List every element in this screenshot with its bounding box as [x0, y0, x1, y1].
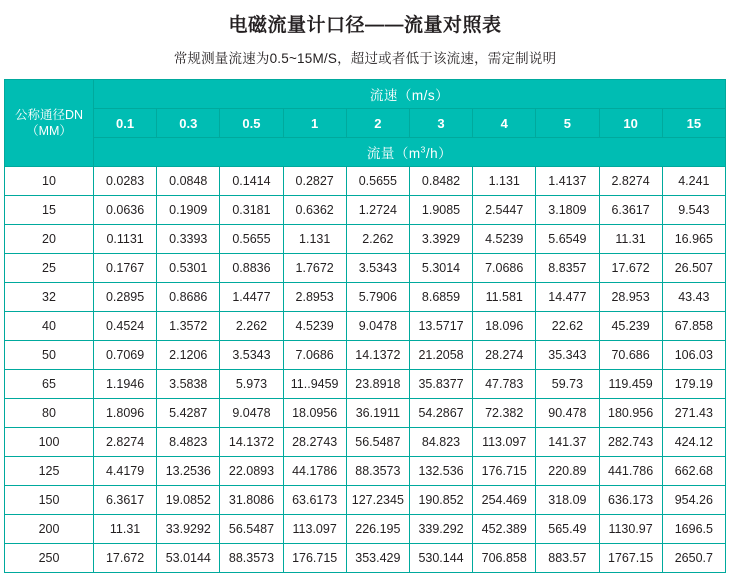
cell-value: 1.9085 [409, 196, 472, 225]
cell-value: 7.0686 [473, 254, 536, 283]
header-speed-4: 2 [346, 109, 409, 138]
cell-value: 35.343 [536, 341, 599, 370]
cell-value: 14.1372 [346, 341, 409, 370]
cell-value: 4.5239 [473, 225, 536, 254]
table-row [5, 457, 726, 486]
cell-value: 18.0956 [283, 399, 346, 428]
cell-value: 2.1206 [157, 341, 220, 370]
table-row [5, 341, 726, 370]
cell-value: 0.3393 [157, 225, 220, 254]
cell-value: 141.37 [536, 428, 599, 457]
cell-value: 21.2058 [409, 341, 472, 370]
cell-value: 0.3181 [220, 196, 283, 225]
cell-value: 9.543 [662, 196, 725, 225]
header-speed-9: 15 [662, 109, 725, 138]
header-dn-line1: 公称通径DN [14, 108, 84, 122]
cell-dn: 150 [5, 486, 94, 515]
cell-value: 2650.7 [662, 544, 725, 573]
flow-prefix: 流量（m [366, 146, 421, 161]
cell-value: 7.0686 [283, 341, 346, 370]
cell-value: 63.6173 [283, 486, 346, 515]
cell-value: 56.5487 [220, 515, 283, 544]
cell-dn: 65 [5, 370, 94, 399]
header-row-speed-values [5, 109, 726, 138]
cell-value: 0.0283 [94, 167, 157, 196]
table-row [5, 283, 726, 312]
cell-value: 84.823 [409, 428, 472, 457]
cell-value: 119.459 [599, 370, 662, 399]
table-header [5, 80, 726, 167]
cell-value: 0.1131 [94, 225, 157, 254]
cell-value: 6.3617 [94, 486, 157, 515]
cell-value: 11.31 [94, 515, 157, 544]
cell-value: 452.389 [473, 515, 536, 544]
table-row [5, 399, 726, 428]
cell-value: 1130.97 [599, 515, 662, 544]
cell-value: 18.096 [473, 312, 536, 341]
cell-value: 0.6362 [283, 196, 346, 225]
cell-value: 1.2724 [346, 196, 409, 225]
cell-value: 11..9459 [283, 370, 346, 399]
cell-value: 353.429 [346, 544, 409, 573]
cell-dn: 40 [5, 312, 94, 341]
cell-value: 1.7672 [283, 254, 346, 283]
cell-value: 106.03 [662, 341, 725, 370]
cell-value: 4.5239 [283, 312, 346, 341]
cell-value: 44.1786 [283, 457, 346, 486]
cell-value: 5.3014 [409, 254, 472, 283]
cell-value: 954.26 [662, 486, 725, 515]
cell-value: 22.0893 [220, 457, 283, 486]
cell-value: 5.7906 [346, 283, 409, 312]
cell-value: 56.5487 [346, 428, 409, 457]
header-row-flow-unit [5, 138, 726, 167]
header-nominal-diameter [5, 80, 94, 167]
cell-value: 3.1809 [536, 196, 599, 225]
cell-value: 0.8836 [220, 254, 283, 283]
cell-value: 45.239 [599, 312, 662, 341]
header-speed-6: 4 [473, 109, 536, 138]
cell-value: 1.1946 [94, 370, 157, 399]
cell-value: 2.5447 [473, 196, 536, 225]
header-speed-3: 1 [283, 109, 346, 138]
table-row [5, 196, 726, 225]
cell-value: 0.1414 [220, 167, 283, 196]
cell-value: 4.4179 [94, 457, 157, 486]
cell-value: 17.672 [599, 254, 662, 283]
cell-value: 3.5343 [220, 341, 283, 370]
cell-value: 113.097 [283, 515, 346, 544]
cell-value: 0.5301 [157, 254, 220, 283]
cell-value: 4.241 [662, 167, 725, 196]
cell-value: 88.3573 [346, 457, 409, 486]
cell-value: 565.49 [536, 515, 599, 544]
table-row [5, 428, 726, 457]
cell-value: 8.4823 [157, 428, 220, 457]
cell-value: 53.0144 [157, 544, 220, 573]
cell-value: 2.8274 [599, 167, 662, 196]
cell-value: 88.3573 [220, 544, 283, 573]
cell-value: 0.2895 [94, 283, 157, 312]
cell-value: 636.173 [599, 486, 662, 515]
cell-value: 13.2536 [157, 457, 220, 486]
cell-value: 36.1911 [346, 399, 409, 428]
cell-value: 23.8918 [346, 370, 409, 399]
cell-value: 2.262 [346, 225, 409, 254]
table-row [5, 370, 726, 399]
cell-value: 5.973 [220, 370, 283, 399]
cell-value: 5.6549 [536, 225, 599, 254]
flow-comparison-table [4, 79, 726, 573]
cell-value: 0.4524 [94, 312, 157, 341]
flow-sup: 3 [420, 144, 426, 155]
cell-value: 22.62 [536, 312, 599, 341]
cell-value: 318.09 [536, 486, 599, 515]
cell-value: 3.5838 [157, 370, 220, 399]
cell-value: 54.2867 [409, 399, 472, 428]
header-speed-5: 3 [409, 109, 472, 138]
cell-dn: 125 [5, 457, 94, 486]
cell-value: 31.8086 [220, 486, 283, 515]
cell-value: 0.5655 [220, 225, 283, 254]
cell-value: 8.6859 [409, 283, 472, 312]
cell-value: 0.1909 [157, 196, 220, 225]
cell-value: 179.19 [662, 370, 725, 399]
header-speed-8: 10 [599, 109, 662, 138]
cell-value: 883.57 [536, 544, 599, 573]
cell-value: 26.507 [662, 254, 725, 283]
cell-value: 9.0478 [346, 312, 409, 341]
cell-value: 28.274 [473, 341, 536, 370]
header-speed-0: 0.1 [94, 109, 157, 138]
cell-value: 1.8096 [94, 399, 157, 428]
cell-dn: 32 [5, 283, 94, 312]
cell-value: 176.715 [283, 544, 346, 573]
cell-value: 14.477 [536, 283, 599, 312]
header-flow-speed: 流速（m/s） [94, 80, 726, 109]
cell-value: 43.43 [662, 283, 725, 312]
table-row [5, 515, 726, 544]
header-speed-2: 0.5 [220, 109, 283, 138]
cell-value: 72.382 [473, 399, 536, 428]
cell-dn: 200 [5, 515, 94, 544]
cell-value: 1696.5 [662, 515, 725, 544]
cell-value: 706.858 [473, 544, 536, 573]
cell-value: 11.31 [599, 225, 662, 254]
cell-value: 14.1372 [220, 428, 283, 457]
cell-value: 67.858 [662, 312, 725, 341]
cell-dn: 25 [5, 254, 94, 283]
cell-value: 1767.15 [599, 544, 662, 573]
cell-value: 17.672 [94, 544, 157, 573]
cell-value: 28.2743 [283, 428, 346, 457]
cell-value: 5.4287 [157, 399, 220, 428]
cell-value: 1.131 [473, 167, 536, 196]
cell-value: 11.581 [473, 283, 536, 312]
cell-value: 0.8482 [409, 167, 472, 196]
table-row [5, 167, 726, 196]
cell-value: 9.0478 [220, 399, 283, 428]
cell-dn: 100 [5, 428, 94, 457]
cell-value: 254.469 [473, 486, 536, 515]
table-row [5, 312, 726, 341]
table-row [5, 544, 726, 573]
cell-value: 441.786 [599, 457, 662, 486]
cell-value: 16.965 [662, 225, 725, 254]
cell-dn: 15 [5, 196, 94, 225]
cell-value: 339.292 [409, 515, 472, 544]
cell-value: 113.097 [473, 428, 536, 457]
cell-value: 0.5655 [346, 167, 409, 196]
table-row [5, 486, 726, 515]
cell-value: 190.852 [409, 486, 472, 515]
cell-value: 0.0636 [94, 196, 157, 225]
cell-value: 424.12 [662, 428, 725, 457]
cell-value: 90.478 [536, 399, 599, 428]
header-speed-1: 0.3 [157, 109, 220, 138]
cell-value: 1.4477 [220, 283, 283, 312]
cell-value: 2.262 [220, 312, 283, 341]
cell-value: 28.953 [599, 283, 662, 312]
cell-value: 282.743 [599, 428, 662, 457]
cell-value: 13.5717 [409, 312, 472, 341]
header-flow-rate [94, 138, 726, 167]
cell-value: 0.7069 [94, 341, 157, 370]
header-dn-line2: （MM） [26, 124, 72, 138]
cell-value: 180.956 [599, 399, 662, 428]
cell-value: 3.3929 [409, 225, 472, 254]
cell-value: 70.686 [599, 341, 662, 370]
header-speed-7: 5 [536, 109, 599, 138]
cell-value: 132.536 [409, 457, 472, 486]
table-row [5, 254, 726, 283]
cell-value: 2.8274 [94, 428, 157, 457]
cell-dn: 10 [5, 167, 94, 196]
page-title: 电磁流量计口径——流量对照表 [228, 15, 502, 36]
cell-value: 176.715 [473, 457, 536, 486]
cell-value: 2.8953 [283, 283, 346, 312]
cell-value: 0.2827 [283, 167, 346, 196]
cell-value: 35.8377 [409, 370, 472, 399]
flow-suffix: /h） [425, 146, 453, 161]
cell-value: 59.73 [536, 370, 599, 399]
cell-value: 220.89 [536, 457, 599, 486]
cell-value: 1.4137 [536, 167, 599, 196]
cell-value: 47.783 [473, 370, 536, 399]
cell-value: 6.3617 [599, 196, 662, 225]
cell-value: 662.68 [662, 457, 725, 486]
table-body [5, 167, 726, 573]
cell-value: 530.144 [409, 544, 472, 573]
cell-dn: 250 [5, 544, 94, 573]
cell-value: 3.5343 [346, 254, 409, 283]
cell-value: 1.131 [283, 225, 346, 254]
cell-value: 0.8686 [157, 283, 220, 312]
cell-dn: 80 [5, 399, 94, 428]
cell-dn: 20 [5, 225, 94, 254]
cell-value: 0.1767 [94, 254, 157, 283]
table-row [5, 225, 726, 254]
cell-value: 127.2345 [346, 486, 409, 515]
cell-value: 0.0848 [157, 167, 220, 196]
cell-value: 1.3572 [157, 312, 220, 341]
cell-value: 19.0852 [157, 486, 220, 515]
cell-value: 8.8357 [536, 254, 599, 283]
cell-value: 271.43 [662, 399, 725, 428]
cell-value: 226.195 [346, 515, 409, 544]
header-row-speed [5, 80, 726, 109]
page-subtitle: 常规测量流速为0.5~15M/S，超过或者低于该流速，需定制说明 [173, 51, 557, 66]
cell-value: 33.9292 [157, 515, 220, 544]
cell-dn: 50 [5, 341, 94, 370]
